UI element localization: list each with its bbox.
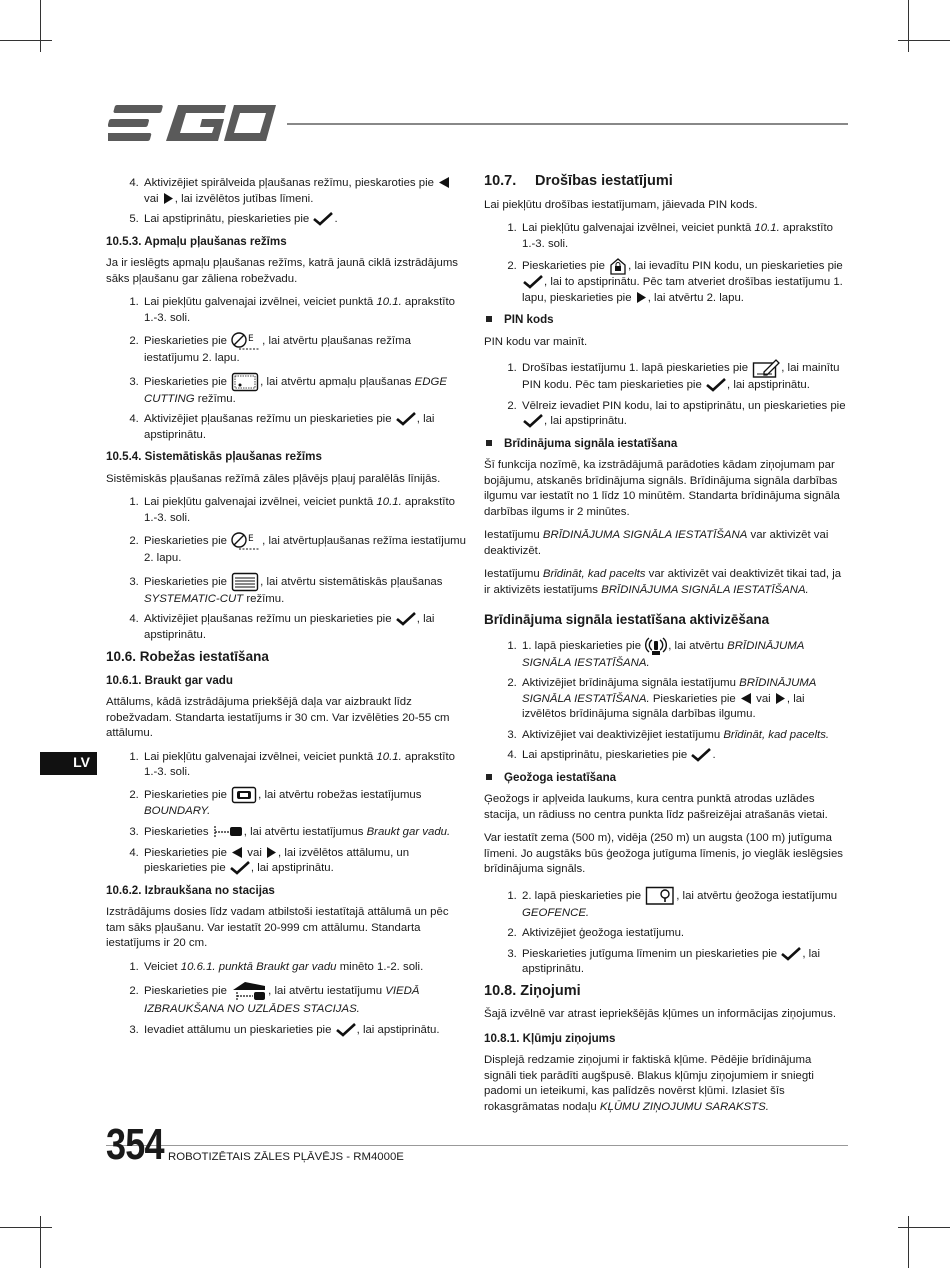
section-heading: 10.7. Drošības iestatījumi — [484, 173, 673, 189]
section-heading: 10.6.1. Braukt gar vadu — [106, 673, 233, 687]
section-heading: 10.6. Robežas iestatīšana — [106, 649, 269, 665]
check-icon — [396, 412, 416, 426]
paragraph: Displejā redzamie ziņojumi ir faktiskā kļūme. Pēdējie brīdinājuma signāli tiek parādīti augšpusē. Blakus kļūmju ziņojumiem ir sniegti padomi un ieteikumi, kas palīdzēs novērst kļūmi. Izlasiet šīs rokasgrāmatas nodaļu KĻŪMU ZIŅOJUMU SARAKSTS. — [484, 1054, 814, 1113]
boundary-icon — [231, 786, 257, 804]
list-item: 1. Lai piekļūtu galvenajai izvēlnei, veiciet punktā 10.1. aprakstīto 1.-3. soli. — [142, 295, 468, 326]
edge-cutting-icon — [231, 372, 259, 392]
crop-mark — [898, 40, 950, 41]
bullet-heading: PIN kods — [484, 312, 846, 328]
list-item: 2. Pieskarieties pie , lai atvērtu robežas iestatījumus BOUNDARY. — [142, 786, 468, 820]
ego-logo — [108, 102, 278, 144]
crop-mark — [0, 1227, 52, 1228]
paragraph: Ja ir ieslēgts apmaļu pļaušanas režīms, katrā jaunā ciklā izstrādājums sāks pļaušanu gar zāliena robežvadu. — [106, 257, 458, 285]
list-item: 1. Veiciet 10.6.1. punktā Braukt gar vadu minēto 1.-2. soli. — [142, 960, 468, 976]
arrow-right-icon — [163, 192, 174, 205]
arrow-left-icon — [438, 176, 450, 189]
mowing-mode-icon — [231, 331, 261, 351]
arrow-left-icon — [740, 692, 752, 705]
crop-mark — [40, 0, 41, 52]
paragraph: Attālums, kādā izstrādājuma priekšējā daļa var aizbraukt līdz robežvadam. Standarta iestatījums ir 30 cm. Var izvēlēties 20-55 cm attālumu. — [106, 696, 450, 740]
header-rule — [287, 123, 848, 125]
list-item: 2. Pieskarieties pie E , lai atvērtupļaušanas režīma iestatījumu 2. lapu. — [142, 531, 468, 567]
language-tab: LV — [40, 752, 97, 775]
list-item: 3. Ievadiet attālumu un pieskarieties pie , lai apstiprinātu. — [142, 1023, 468, 1039]
list-item: 1. Lai piekļūtu galvenajai izvēlnei, veiciet punktā 10.1. aprakstīto 1.-3. soli. — [142, 495, 468, 526]
geofence-icon — [645, 886, 675, 906]
arrow-right-icon — [636, 291, 647, 304]
footer-title: ROBOTIZĒTAIS ZĀLES PĻĀVĒJS - RM4000E — [168, 1151, 404, 1163]
paragraph: Šajā izvēlnē var atrast iepriekšējās kļūmes un informācijas ziņojumus. — [484, 1008, 836, 1021]
check-icon — [396, 612, 416, 626]
check-icon — [706, 378, 726, 392]
paragraph: Ģeožogs ir apļveida laukums, kura centra punktā atrodas uzlādes stacija, un rādiuss no centra punkta līdz pašreizējai atrašanās vietai. — [484, 793, 828, 821]
list-item: 1. Lai piekļūtu galvenajai izvēlnei, veiciet punktā 10.1. aprakstīto 1.-3. soli. — [142, 750, 468, 781]
paragraph: Iestatījumu Brīdināt, kad pacelts var aktivizēt vai deaktivizēt tikai tad, ja ir aktivizēts iestatījums BRĪDINĀJUMA SIGNĀLA IESTATĪŠANA. — [484, 568, 842, 596]
arrow-right-icon — [266, 846, 277, 859]
paragraph: Var iestatīt zema (500 m), vidēja (250 m) un augsta (100 m) jutīguma līmeni. Jo augstāks būs ģeožoga jutīguma līmenis, jo vieglāk ieslēgsies brīdinājuma signāls. — [484, 832, 843, 876]
crop-mark — [898, 1227, 950, 1228]
paragraph: Iestatījumu BRĪDINĀJUMA SIGNĀLA IESTATĪŠANA var aktivizēt vai deaktivizēt. — [484, 529, 829, 557]
list-item: 2. Aktivizējiet brīdinājuma signāla iestatījumu BRĪDINĀJUMA SIGNĀLA IESTATĪŠANA. Pieskarieties pie vai , lai izvēlētos brīdinājuma signāla darbības ilgumu. — [520, 676, 846, 723]
list-item: 4. Lai apstiprinātu, pieskarieties pie . — [520, 748, 846, 764]
bullet-heading: Ģeožoga iestatīšana — [484, 770, 846, 786]
list-item: 2. Pieskarieties pie , lai ievadītu PIN kodu, un pieskarieties pie , lai to apstiprinātu. Pēc tam atveriet drošības iestatījumu 1. lapu, pieskarieties pie , lai atvērtu 2. lapu. — [520, 257, 846, 306]
section-heading: 10.8. Ziņojumi — [484, 982, 581, 999]
list-item: 3. Pieskarieties pie , lai atvērtu apmaļu pļaušanas EDGE CUTTING režīmu. — [142, 372, 468, 408]
list-item: 3. Pieskarieties pie , lai atvērtu sistemātiskās pļaušanas SYSTEMATIC-CUT režīmu. — [142, 572, 468, 608]
station-exit-icon — [231, 980, 267, 1002]
section-heading: 10.5.3. Apmaļu pļaušanas režīms — [106, 234, 287, 248]
list-item: 4. Aktivizējiet spirālveida pļaušanas režīmu, pieskaroties pie vai , lai izvēlētos jutības līmeni. — [142, 176, 468, 207]
edit-icon — [752, 358, 780, 378]
list-item: 2. Pieskarieties pie , lai atvērtu iestatījumu VIEDĀ IZBRAUKŠANA NO UZLĀDES STACIJAS. — [142, 980, 468, 1018]
arrow-left-icon — [231, 846, 243, 859]
bullet-heading: Brīdinājuma signāla iestatīšana — [484, 436, 846, 452]
section-heading: 10.5.4. Sistemātiskās pļaušanas režīms — [106, 450, 322, 464]
right-column — [484, 168, 846, 1123]
crop-mark — [908, 1216, 909, 1268]
left-column — [106, 168, 468, 1044]
section-heading: 10.6.2. Izbraukšana no stacijas — [106, 883, 275, 897]
list-item: 1. Drošības iestatījumu 1. lapā pieskarieties pie , lai mainītu PIN kodu. Pēc tam pieskarieties pie , lai apstiprinātu. — [520, 358, 846, 394]
follow-wire-icon — [213, 824, 243, 840]
check-icon — [230, 861, 250, 875]
list-item: 3. Pieskarieties jutīguma līmenim un pieskarieties pie , lai apstiprinātu. — [520, 947, 846, 978]
list-item: 2. Aktivizējiet ģeožoga iestatījumu. — [520, 926, 846, 942]
list-item: 1. Lai piekļūtu galvenajai izvēlnei, veiciet punktā 10.1. aprakstīto 1.-3. soli. — [520, 221, 846, 252]
crop-mark — [0, 40, 52, 41]
section-heading: 10.8.1. Kļūmju ziņojums — [484, 1031, 616, 1045]
crop-mark — [908, 0, 909, 52]
list-item: 2. Pieskarieties pie E , lai atvērtu pļaušanas režīma iestatījumu 2. lapu. — [142, 331, 468, 367]
check-icon — [523, 275, 543, 289]
section-heading: Brīdinājuma signāla iestatīšana aktivizēšana — [484, 612, 770, 628]
check-icon — [781, 947, 801, 961]
list-item: 3. Aktivizējiet vai deaktivizējiet iestatījumu Brīdināt, kad pacelts. — [520, 728, 846, 744]
check-icon — [336, 1023, 356, 1037]
list-item: 4. Aktivizējiet pļaušanas režīmu un pieskarieties pie , lai apstiprinātu. — [142, 612, 468, 643]
list-item: 3. Pieskarieties , lai atvērtu iestatījumus Braukt gar vadu. — [142, 824, 468, 841]
paragraph: Izstrādājums dosies līdz vadam atbilstoši iestatītajā attālumā un pēc tam sāks pļaušanu. Var iestatīt 20-999 cm attālumu. Standarta iestatījums ir 20 cm. — [106, 906, 449, 950]
footer-rule — [106, 1145, 848, 1146]
list-item: 1. 1. lapā pieskarieties pie , lai atvērtu BRĪDINĀJUMA SIGNĀLA IESTATĪŠANA. — [520, 636, 846, 672]
check-icon — [691, 748, 711, 762]
arrow-right-icon — [775, 692, 786, 705]
list-item: 4. Aktivizējiet pļaušanas režīmu un pieskarieties pie , lai apstiprinātu. — [142, 412, 468, 443]
lock-icon — [609, 257, 627, 275]
svg-text:E: E — [248, 334, 254, 345]
list-item: 1. 2. lapā pieskarieties pie , lai atvērtu ģeožoga iestatījumu GEOFENCE. — [520, 886, 846, 922]
paragraph: Lai piekļūtu drošības iestatījumam, jāievada PIN kods. — [484, 198, 758, 211]
check-icon — [523, 414, 543, 428]
paragraph: Šī funkcija nozīmē, ka izstrādājumā parādoties kādam ziņojumam par bojājumu, atskanēs brīdinājuma signāls. Brīdinājuma signāla darbības ilgumu var iestatīt no 1 līdz 10 minūtēm. Standarta brīdinājuma signāla darbības ilgums ir 2 minūtes. — [484, 459, 840, 518]
svg-text:E: E — [248, 534, 254, 545]
systematic-cut-icon — [231, 572, 259, 592]
list-item: 5. Lai apstiprinātu, pieskarieties pie . — [142, 212, 468, 228]
check-icon — [313, 212, 333, 226]
page-number: 354 — [106, 1120, 164, 1169]
crop-mark — [40, 1216, 41, 1268]
paragraph: PIN kodu var mainīt. — [484, 335, 588, 348]
list-item: 2. Vēlreiz ievadiet PIN kodu, lai to apstiprinātu, un pieskarieties pie , lai apstiprinātu. — [520, 399, 846, 430]
mowing-mode-icon — [231, 531, 261, 551]
alarm-icon — [645, 636, 667, 656]
list-item: 4. Pieskarieties pie vai , lai izvēlētos attālumu, un pieskarieties pie , lai apstiprinātu. — [142, 846, 468, 877]
paragraph: Sistēmiskās pļaušanas režīmā zāles pļāvējs pļauj paralēlās līnijās. — [106, 472, 441, 485]
